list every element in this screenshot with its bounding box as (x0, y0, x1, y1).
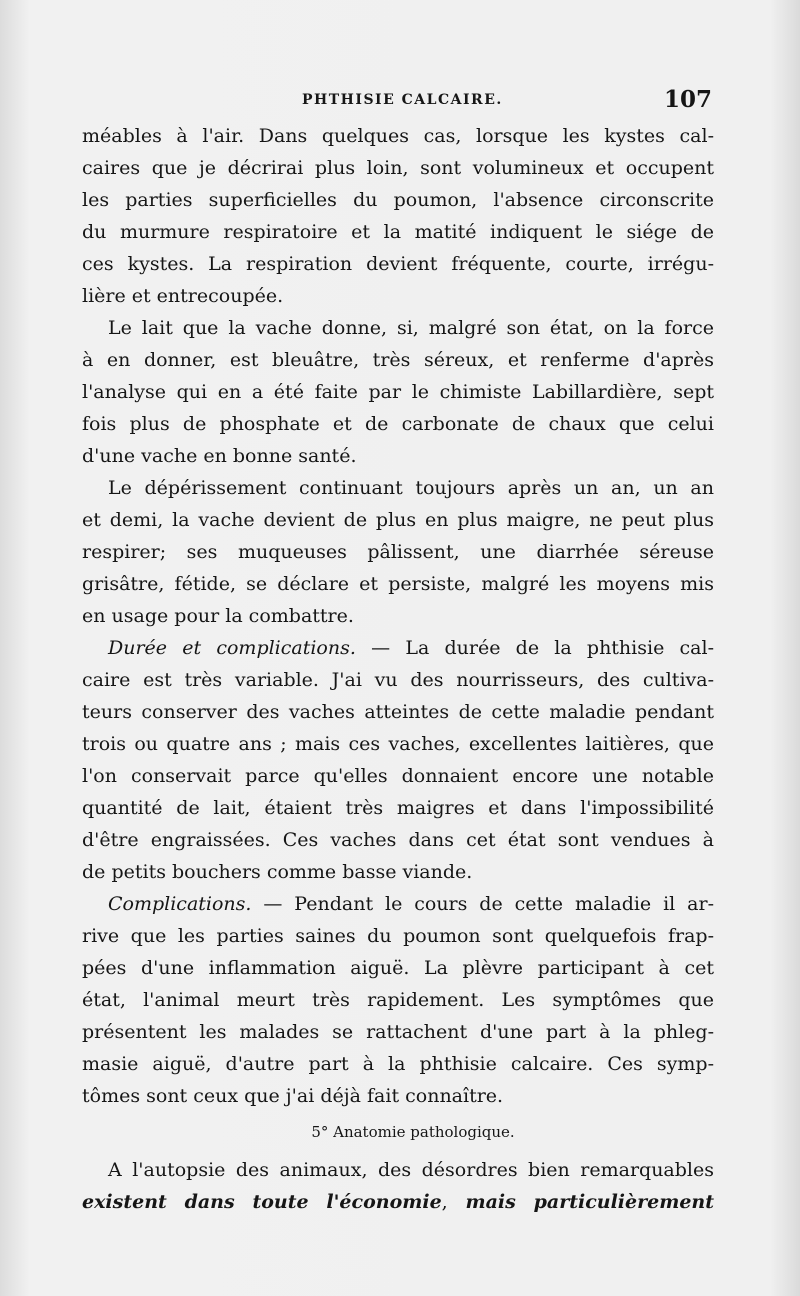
italic-word: toute (252, 1191, 309, 1213)
italic-word: particulièrement (533, 1191, 714, 1213)
text-line (82, 888, 714, 920)
text-line: grisâtre, fétide, se déclare et persiste, malgré les moyens mis (82, 573, 714, 595)
text-line: présentent les malades se rattachent d'une part à la phleg- (82, 1021, 714, 1043)
text-line: masie aiguë, d'autre part à la phthisie calcaire. Ces symp- (82, 1053, 714, 1075)
text-line: tômes sont ceux que j'ai déjà fait connaître. (82, 1085, 504, 1107)
text-line: caire est très variable. J'ai vu des nourrisseurs, des cultiva- (82, 669, 714, 691)
text-line: d'être engraissées. Ces vaches dans cet état sont vendues à (82, 829, 714, 851)
section-heading: 5° Anatomie pathologique. (311, 1123, 515, 1141)
body-text (82, 120, 714, 1218)
text-line: quantité de lait, étaient très maigres et dans l'impossibilité (82, 797, 714, 819)
page-number: 107 (663, 86, 712, 113)
text-line: Le dépérissement continuant toujours après un an, un an (108, 477, 714, 499)
text-line: ces kystes. La respiration devient fréquente, courte, irrégu- (82, 253, 714, 275)
text-run: — La durée de la phthisie cal- (355, 637, 714, 659)
text-line: fois plus de phosphate et de carbonate de chaux que celui (82, 413, 714, 435)
text-line: teurs conserver des vaches atteintes de cette maladie pendant (82, 701, 714, 723)
text-line: existent dans toute l'économie, mais particulièrement (82, 1191, 714, 1213)
text-line: et demi, la vache devient de plus en plus maigre, ne peut plus (82, 509, 714, 531)
text-line: lière et entrecoupée. (82, 285, 284, 307)
text-line: à en donner, est bleuâtre, très séreux, et renferme d'après (82, 349, 714, 371)
text-line: trois ou quatre ans ; mais ces vaches, excellentes laitières, que (82, 733, 714, 755)
text-line: l'analyse qui en a été faite par le chimiste Labillardière, sept (82, 381, 714, 403)
text-line: pées d'une inflammation aiguë. La plèvre participant à cet (82, 957, 714, 979)
text-line: d'une vache en bonne santé. (82, 445, 357, 467)
italic-word: mais (465, 1191, 516, 1213)
text-line: de petits bouchers comme basse viande. (82, 861, 473, 883)
text-run: — Pendant le cours de cette maladie il ar- (251, 893, 714, 915)
italic-word: l'économie (326, 1191, 442, 1213)
text-line: du murmure respiratoire et la matité indiquent le siége de (82, 221, 714, 243)
text-line: méables à l'air. Dans quelques cas, lorsque les kystes cal- (82, 125, 714, 147)
text-line (82, 632, 714, 664)
text-line: en usage pour la combattre. (82, 605, 354, 627)
text-line: Le lait que la vache donne, si, malgré son état, on la force (108, 317, 714, 339)
text-line: rive que les parties saines du poumon sont quelquefois frap- (82, 925, 714, 947)
section-title-italic: Durée et complications. (108, 637, 356, 659)
text-line: les parties superficielles du poumon, l'absence circonscrite (82, 189, 714, 211)
page-header (80, 86, 712, 116)
text-line: état, l'animal meurt très rapidement. Les symptômes que (82, 989, 714, 1011)
text-line: l'on conservait parce qu'elles donnaient encore une notable (82, 765, 714, 787)
section-title-italic: Complications. (108, 893, 252, 915)
running-title: PHTHISIE CALCAIRE. (302, 92, 503, 108)
text-line: A l'autopsie des animaux, des désordres bien remarquables (108, 1159, 714, 1181)
text-line: respirer; ses muqueuses pâlissent, une diarrhée séreuse (82, 541, 714, 563)
text-line: caires que je décrirai plus loin, sont volumineux et occupent (82, 157, 714, 179)
italic-word: existent (82, 1191, 167, 1213)
italic-word: dans (184, 1191, 235, 1213)
